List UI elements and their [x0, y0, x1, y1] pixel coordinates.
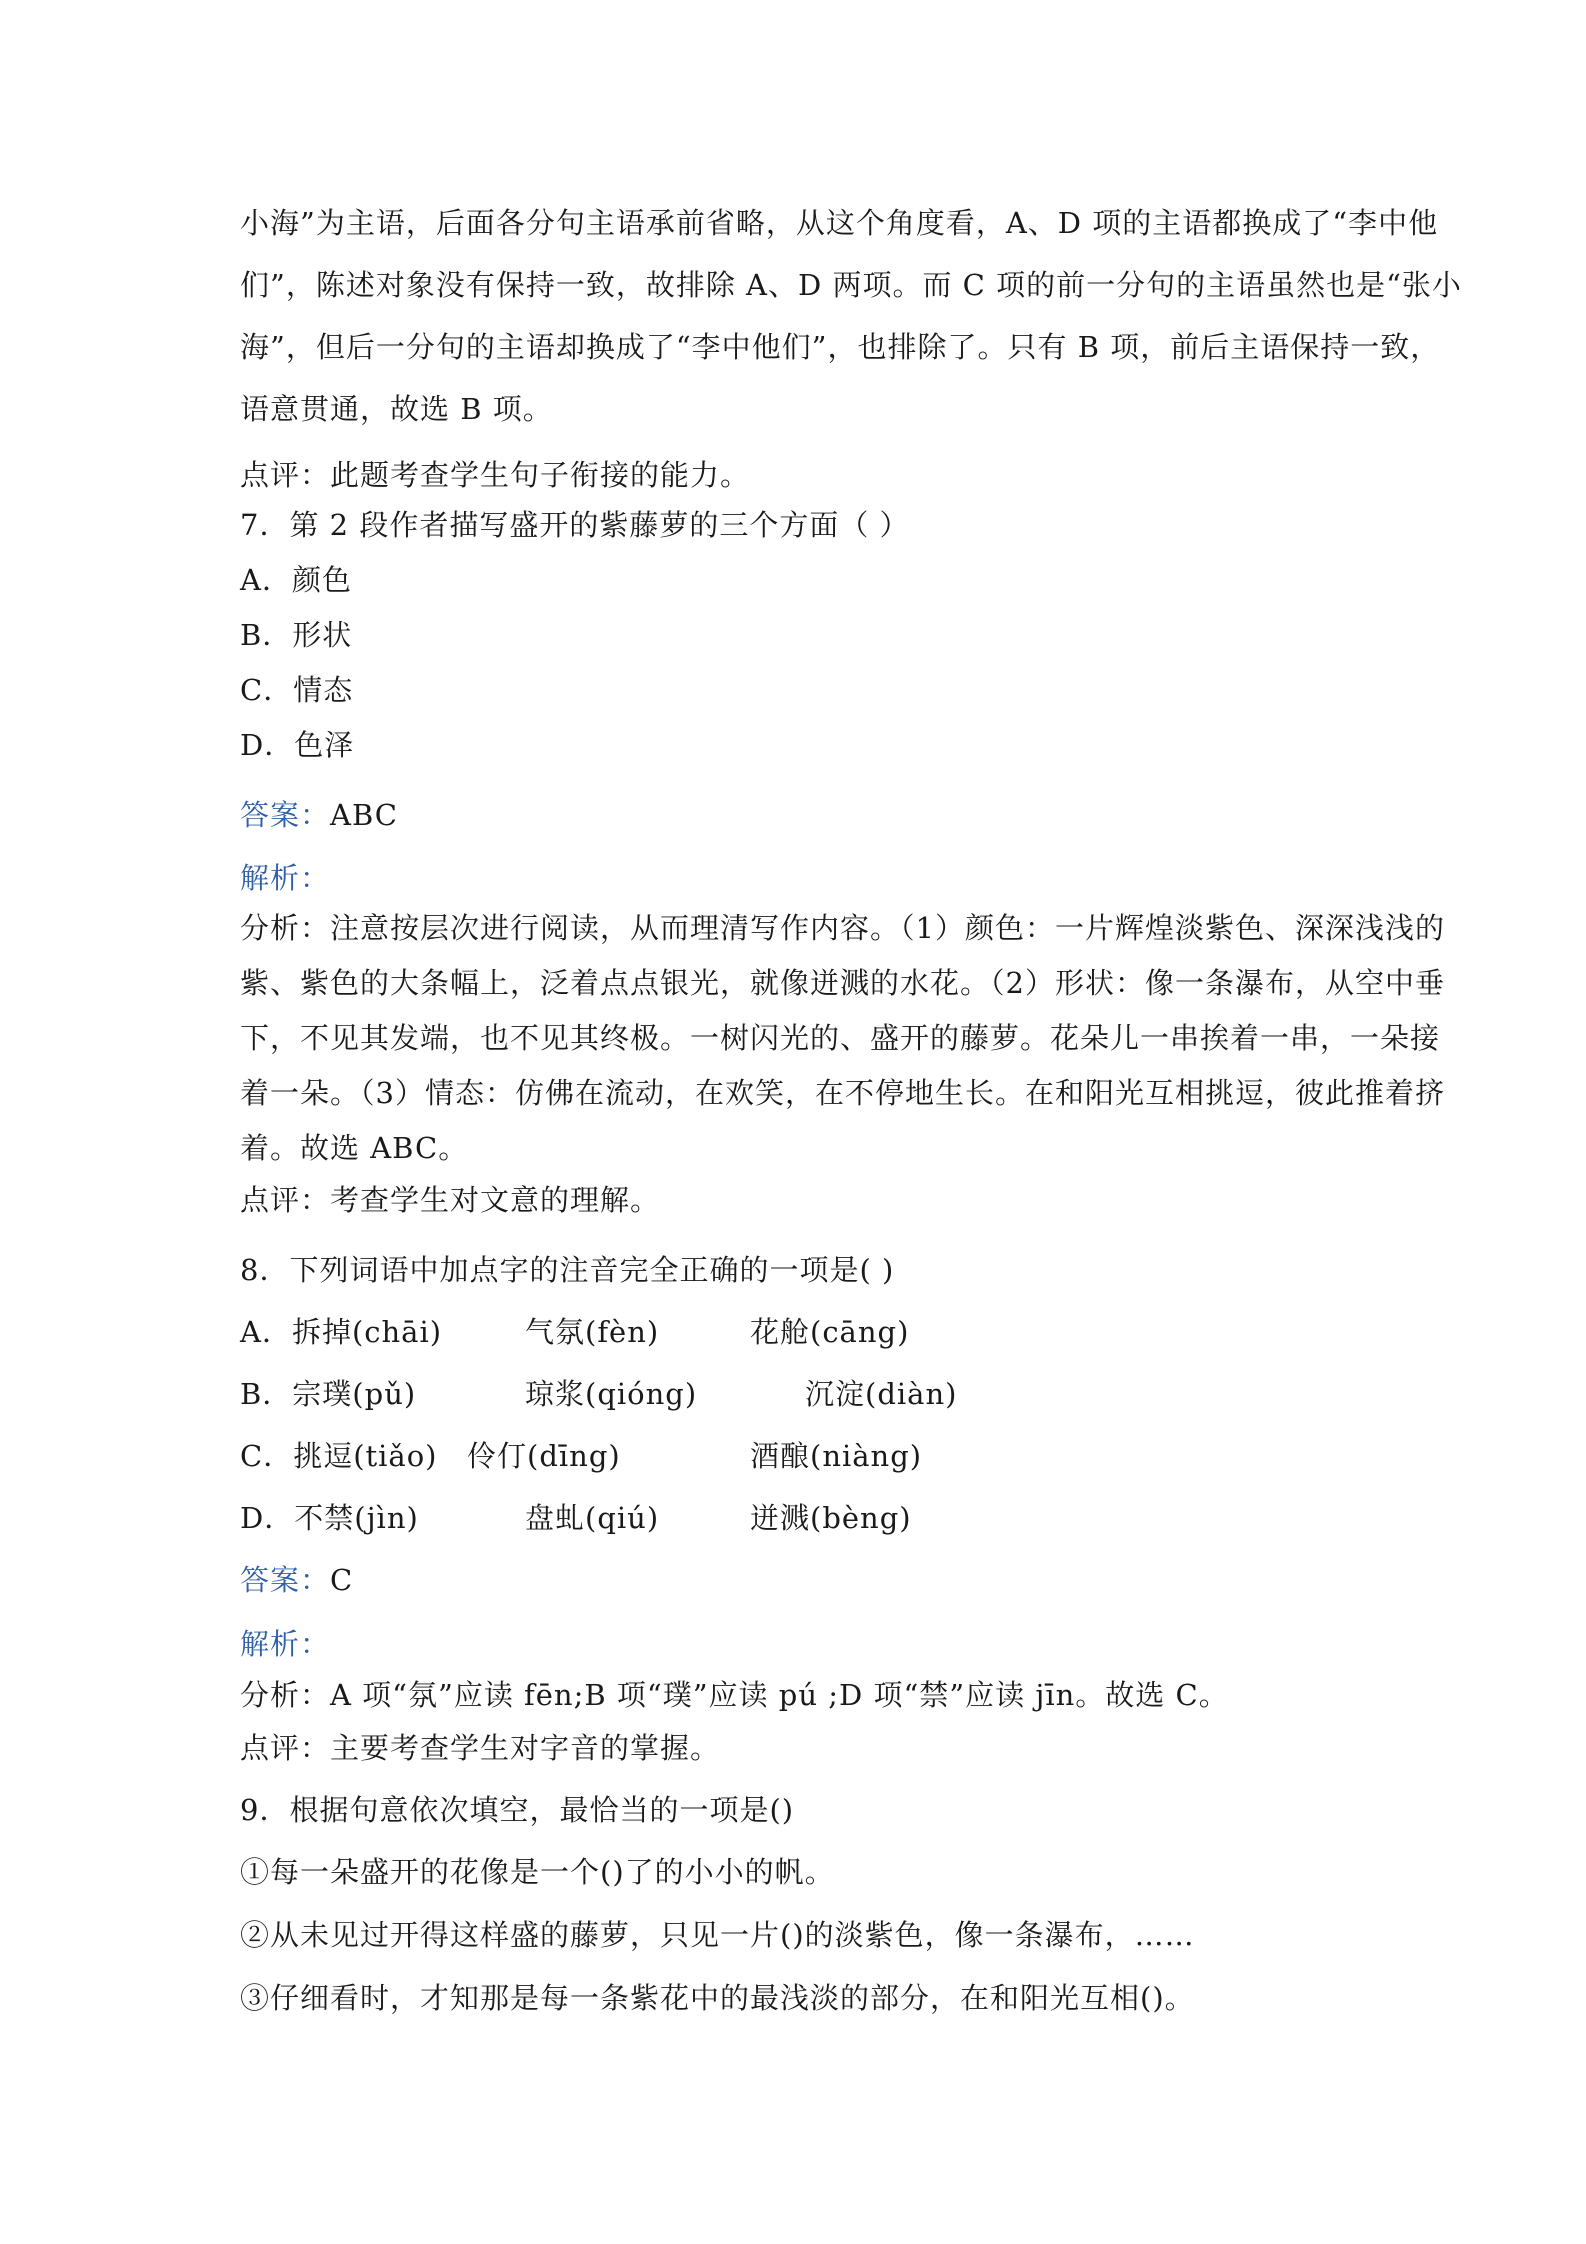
q8-analysis: 分析：A 项“氛”应读 fēn;B 项“璞”应读 pú ;D 项“禁”应读 jīn。故选 C。	[240, 1678, 1229, 1712]
comment-q8: 点评：主要考查学生对字音的掌握。	[240, 1731, 721, 1765]
q7-analysis-line: 着一朵。（3）情态：仿佛在流动，在欢笑，在不停地生长。在和阳光互相挑逗，彼此推着挤	[240, 1076, 1445, 1110]
q8-analysis-label: 解析：	[240, 1627, 331, 1661]
q8-option-d-word2: 盘虬(qiú)	[525, 1501, 660, 1535]
answer-label: 答案：	[240, 1563, 331, 1597]
q7-analysis-line: 着。故选 ABC。	[240, 1131, 469, 1165]
q8-option-a-word3: 花舱(cāng)	[750, 1315, 910, 1349]
explanation-line: 们”，陈述对象没有保持一致，故排除 A、D 两项。而 C 项的前一分句的主语虽然也是“张小	[240, 268, 1462, 302]
q7-analysis-line: 分析：注意按层次进行阅读，从而理清写作内容。（1）颜色：一片辉煌淡紫色、深深浅浅的	[240, 911, 1445, 945]
question-9-stem: 9．根据句意依次填空，最恰当的一项是()	[240, 1793, 795, 1827]
comment-q7: 点评：考查学生对文意的理解。	[240, 1183, 661, 1217]
q8-option-b-word2: 琼浆(qióng)	[525, 1377, 698, 1411]
question-8-stem: 8．下列词语中加点字的注音完全正确的一项是( )	[240, 1253, 895, 1287]
q7-analysis-label: 解析：	[240, 861, 331, 895]
explanation-line: 小海”为主语，后面各分句主语承前省略，从这个角度看，A、D 项的主语都换成了“李中他	[240, 206, 1439, 240]
q8-option-d-word3: 迸溅(bèng)	[750, 1501, 912, 1535]
question-7-stem: 7．第 2 段作者描写盛开的紫藤萝的三个方面（ ）	[240, 508, 910, 542]
q8-option-a: A．拆掉(chāi)	[240, 1315, 443, 1349]
q7-option-a: A．颜色	[240, 563, 352, 597]
answer-label: 答案：	[240, 798, 331, 832]
q8-option-c-word3: 酒酿(niàng)	[750, 1439, 923, 1473]
explanation-line: 海”，但后一分句的主语却换成了“李中他们”，也排除了。只有 B 项，前后主语保持一致，	[240, 330, 1441, 364]
q8-option-b: B．宗璞(pǔ)	[240, 1377, 417, 1411]
q8-option-c-word2: 伶仃(dīng)	[467, 1439, 621, 1473]
q8-option-c: C．挑逗(tiǎo)	[240, 1439, 438, 1473]
q7-option-b: B．形状	[240, 618, 353, 652]
q8-option-a-word2: 气氛(fèn)	[525, 1315, 660, 1349]
comment-q6: 点评：此题考查学生句子衔接的能力。	[240, 458, 751, 492]
q8-option-b-word3: 沉淀(diàn)	[805, 1377, 958, 1411]
q9-item: ①每一朵盛开的花像是一个()了的小小的帆。	[240, 1855, 835, 1889]
q7-answer	[240, 795, 398, 835]
q9-item: ③仔细看时，才知那是每一条紫花中的最浅淡的部分，在和阳光互相()。	[240, 1981, 1195, 2015]
q9-item: ②从未见过开得这样盛的藤萝，只见一片()的淡紫色，像一条瀑布，……	[240, 1918, 1195, 1952]
explanation-line: 语意贯通，故选 B 项。	[240, 392, 553, 426]
q7-option-c: C．情态	[240, 673, 354, 707]
q8-option-d: D．不禁(jìn)	[240, 1501, 419, 1535]
q7-analysis-line: 紫、紫色的大条幅上，泛着点点银光，就像迸溅的水花。（2）形状：像一条瀑布，从空中垂	[240, 966, 1445, 1000]
q7-option-d: D．色泽	[240, 728, 355, 762]
q8-answer	[240, 1560, 353, 1600]
q7-analysis-line: 下，不见其发端，也不见其终极。一树闪光的、盛开的藤萝。花朵儿一串挨着一串，一朵接	[240, 1021, 1441, 1055]
answer-value: C	[330, 1563, 354, 1597]
answer-value: ABC	[330, 798, 398, 832]
